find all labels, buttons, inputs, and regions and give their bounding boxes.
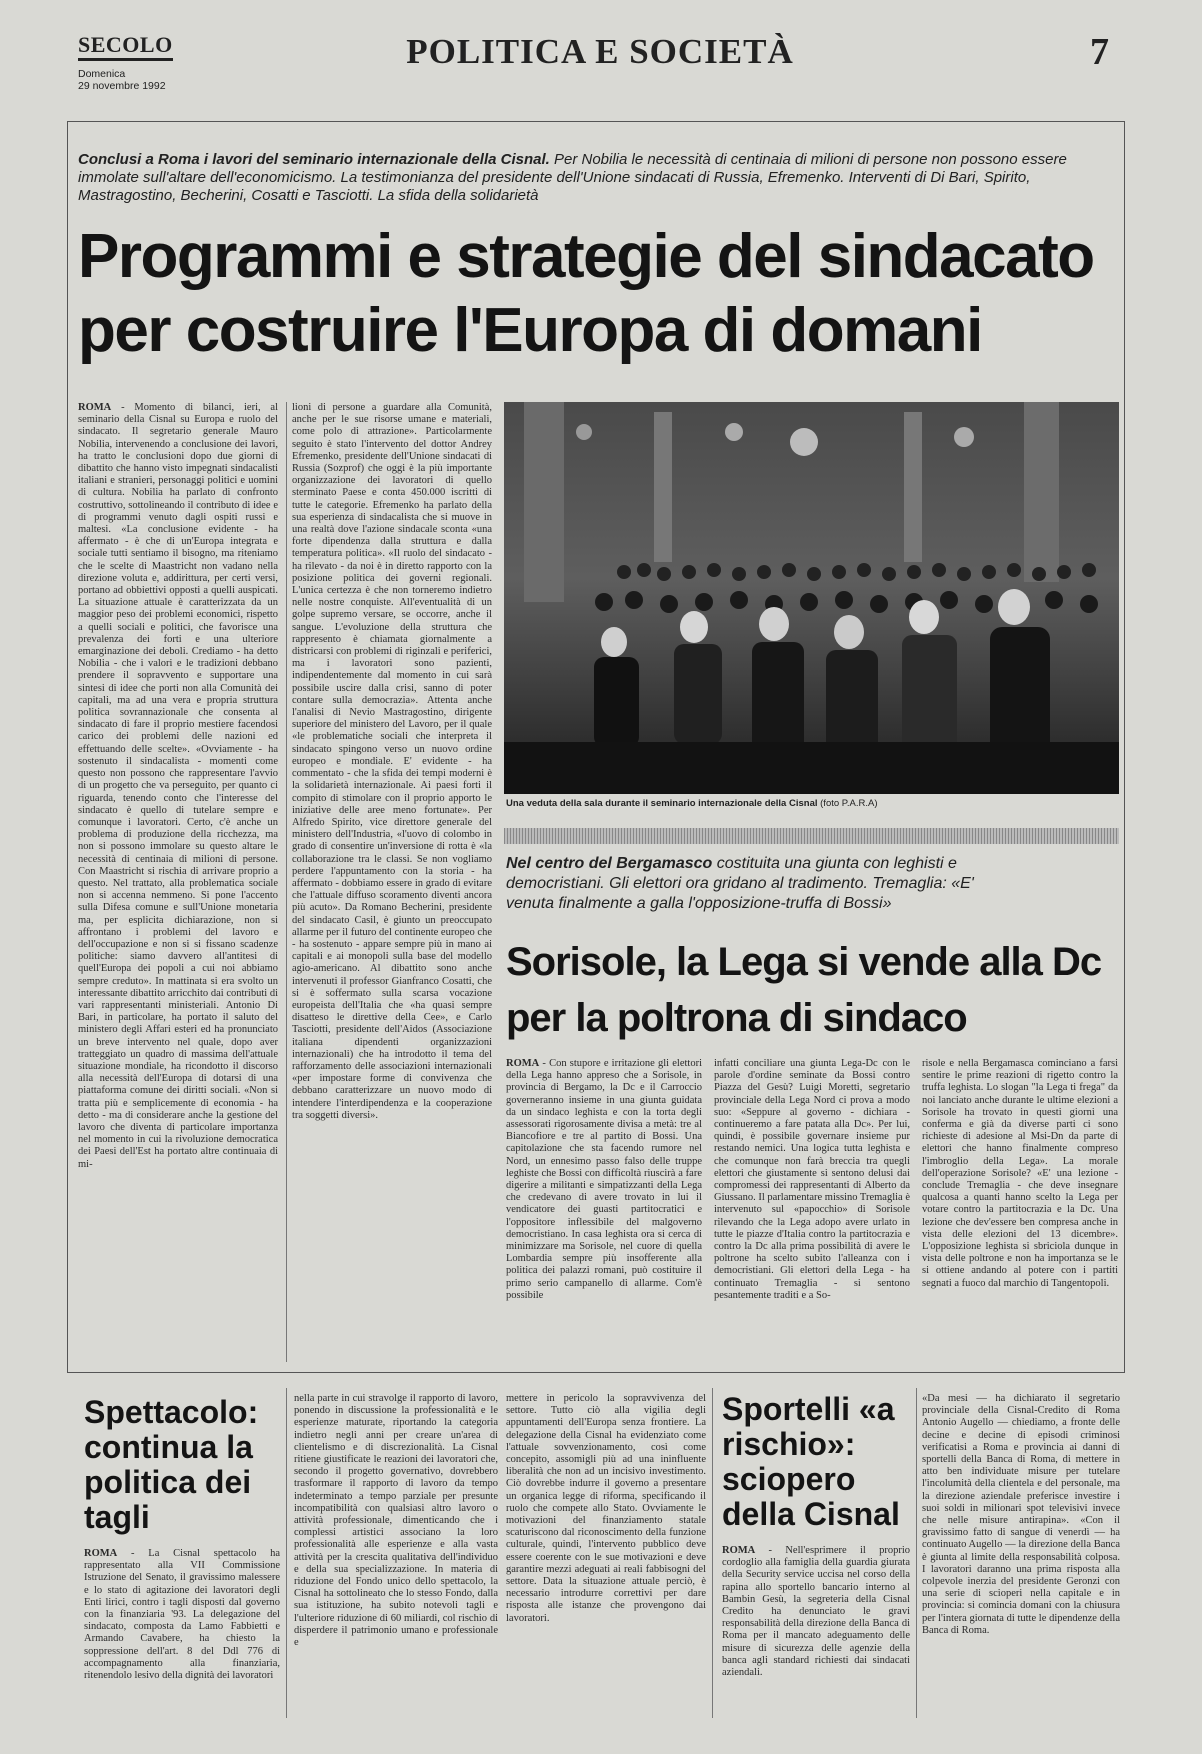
column-divider xyxy=(286,402,287,1362)
main-kicker xyxy=(78,151,1078,205)
column-divider xyxy=(916,1388,917,1718)
spettacolo-headline: Spettacolo: continua la politica dei tagli xyxy=(84,1394,259,1535)
masthead-date xyxy=(78,68,166,92)
story-separator-bar xyxy=(504,828,1119,844)
column-divider xyxy=(712,1388,713,1718)
photo-credit: (foto P.A.R.A) xyxy=(820,798,878,809)
seminar-photo xyxy=(504,402,1119,794)
second-story-column-2 xyxy=(714,1058,910,1370)
spettacolo-col3-text: mettere in pericolo la sopravvivenza del settore. Tutto ciò alla vigilia degli appuntamenti dell'Europa senza frontiere. La delegazione della Cisnal ha evidenziato come l'attuale sovvenzionamento, così come concepito, assomigli più ad una ininfluente liberalità che non ad un incisivo investimento. Ciò dovrebbe indurre il governo a presentare un organica legge di riforma, specificando il ruolo che compete allo Stato. Ovviamente le motivazioni del finanziamento statale scaturiscono dal riconoscimento della funzione culturale, quindi, l'intervento pubblico deve essere coerente con le sue motivazioni e deve garantire mezzi adeguati ai reali fabbisogni del settore. Data la situazione attuale perciò, è necessario introdurre correttivi per dare risposta alle istanze che provengono dai lavoratori. xyxy=(506,1393,706,1624)
second-col1-text: - Con stupore e irritazione gli elettori della Lega hanno appreso che a Sorisole, in provincia di Bergamo, la Dc e il Carroccio governeranno insieme in una giunta guidata da un sindaco leghista e con la torta degli assessorati rigorosamente divisa a metà: tre al Biancofiore e tre al partito di Bossi. Una capitolazione che sta facendo rumore nel Nord, un ennesimo passo falso delle truppe leghiste che Bossi con difficoltà riuscirà a fare digerire a militanti e simpatizzanti della Lega che credevano di avere trovato in lui il vendicatore dei guasti partitocratici e l'oppositore inflessibile del malgoverno democristiano. In casa leghista ora si cerca di minimizzare ma Sorisole, nel cuore di quella Lombardia sempre più insofferente alla politica dei palazzi romani, può costituire il primo serio campanello di allarme. Com'è possibile xyxy=(506,1058,702,1301)
sportelli-col1-text: - Nell'esprimere il proprio cordoglio alla famiglia della guardia giurata della Security service uccisa nel corso della rapina allo sportello bancario interno al Bambin Gesù, la segreteria della Cisnal Credito ha denunciato le gravi responsabilità della direzione della Banca di Roma per il mancato adeguamento delle misure di sicurezza delle agenzie della banca agli standard richiesti dai sindacati aziendali. xyxy=(722,1545,910,1679)
spettacolo-column-1 xyxy=(84,1548,280,1718)
second-dateline: ROMA xyxy=(506,1058,540,1069)
sportelli-column-2 xyxy=(922,1393,1120,1718)
column-divider xyxy=(286,1388,287,1718)
spettacolo-dateline: ROMA xyxy=(84,1548,118,1559)
main-story-column-1 xyxy=(78,402,278,1362)
sportelli-dateline: ROMA xyxy=(722,1545,756,1556)
main-dateline: ROMA xyxy=(78,402,112,413)
main-col1-text: - Momento di bilanci, ieri, al seminario della Cisnal su Europa e ruolo del sindacato. Il segretario generale Mauro Nobilia, intervenendo a conclusione dei lavori, ha tratto le conclusioni dopo due giorni di dibattito che hanno visto impegnati sindacalisti italiani e stranieri, personaggi politici e uomini di cultura. Nobilia ha parlato di confronto costruttivo, sottolineando il contributo di idee e di programmi venuto dagli ospiti russi e maltesi. «La conclusione evidente - ha affermato - è che di un'Europa integrata e sociale tutti sentiamo il bisogno, ma riteniamo che le scelte di Maastricht non vadano nella direzione voluta e, addirittura, per certi versi, portano ad obbiettivi opposti a quelli auspicati. La situazione attuale è caratterizzata da un maggior peso dei problemi economici, rispetto a quelli sociali e politici, che favorisce una prevalenza dei forti e una ulteriore emarginazione dei deboli. Crediamo - ha detto Nobilia - che i valori e le tradizioni debbano prendere il sopravvento e supportare una sintesi di idee che porti non alla Comunità dei capitali, ma ad una vera e propria struttura politica sovrannazionale che consenta al sindacato di fare il proprio mestiere facendosi carico dei problemi delle nazioni ed effettuando delle scelte». «Ovviamente - ha sostenuto il sindacalista - momenti come questo non possono che rappresentare l'avvio di un progetto che va perseguito, per quanto ci riguarda, tenendo conto che l'interesse del sindacato è quello di tutelare sempre e comunque i lavoratori. Certo, c'è anche un problema di produzione della ricchezza, ma non si possono immolare su questo altare le necessità di centinaia di milioni di persone. Con Maastricht si rischia di arrivare proprio a questo. Nel trattato, alla problematica sociale non si accenna nemmeno. Si pone l'accento sulla Difesa comune e sull'Unione monetaria ma, per esplicita dichiarazione, non si affrontano i problemi del lavoro e dell'occupazione e non si si fissano scadenze politiche: siamo davvero all'antitesi di quell'Europa dei popoli a cui noi abbiamo sempre creduto». In mattinata si era svolto un interessante dibattito arricchito dai contributi di vari rappresentanti ministeriali. Antonio Di Bari, in particolare, ha portato il saluto del ministero degli Affari esteri ed ha pronunciato un breve intervento nel quale, dopo aver tratteggiato un quadro di massima dell'attuale situazione mondiale, ha ricondotto il discorso alla necessità dell'Europa di dotarsi di una piattaforma comune dei diritti sociali. «Non si tratta più e semplicemente di economia - ha detto - ma di considerare anche la gestione del lavoro che diventa di particolare importanza nel momento in cui la rivoluzione democratica dei Paesi dell'Est ha portato altre continuaia di mi- xyxy=(78,402,278,1170)
main-kicker-rest: Per Nobilia le necessità di centinaia di milioni di persone non possono essere immolate sull'altare dell'economicismo. La testimonianza del presidente dell'Unione sindacati di Russia, Efremenko. Interventi di Di Bari, Spirito, Mastragostino, Becherini, Cosatti e Tasciotti. La sfida della solidarietà xyxy=(78,151,1067,204)
main-kicker-bold: Conclusi a Roma i lavori del seminario internazionale della Cisnal. xyxy=(78,151,550,168)
main-story-column-2 xyxy=(292,402,492,1362)
masthead-date-value: 29 novembre 1992 xyxy=(78,80,166,92)
masthead-day: Domenica xyxy=(78,68,126,80)
second-headline xyxy=(506,934,1106,1046)
section-title: POLITICA E SOCIETÀ xyxy=(406,32,794,71)
seminar-hall-illustration xyxy=(504,402,1119,794)
page-number: 7 xyxy=(1090,31,1109,73)
photo-caption xyxy=(506,798,1118,809)
second-story-column-3 xyxy=(922,1058,1118,1370)
second-headline-line1: Sorisole, la Lega si vende alla Dc xyxy=(506,940,1102,984)
main-headline-line1: Programmi e strategie del sindacato xyxy=(78,222,1094,291)
spettacolo-column-3 xyxy=(506,1393,706,1718)
sportelli-col2-text: «Da mesi — ha dichiarato il segretario provinciale della Cisnal-Credito di Roma Antonio Augello — chiediamo, a fronte delle decine e decine di episodi criminosi verificatisi a Roma e provincia ai danni di sportelli della Banca di Roma, di mettere in atto ben individuate misure per tutelare l'incolumità della clientela e del personale, ma la direzione aziendale preferisce investire i suoi soldi in milionari spot televisivi invece che nelle misure antirapina». «Con il gravissimo fatto di sangue di venerdì — ha continuato Augello — la direzione della Banca è giunta al limite della responsabilità colposa. I lavoratori daranno una prima risposta alla colpevole inerzia del presidente Geronzi con una serie di scioperi nella capitale e in provincia: si comincia domani con la chiusura per l'intera giornata di tutte le dipendenze della Banca di Roma. xyxy=(922,1393,1120,1636)
main-headline xyxy=(78,220,1108,368)
second-headline-line2: per la poltrona di sindaco xyxy=(506,996,967,1040)
sportelli-column-1 xyxy=(722,1545,910,1718)
second-kicker xyxy=(506,854,1006,914)
spettacolo-col1-text: - La Cisnal spettacolo ha rappresentato alla VII Commissione Istruzione del Senato, il gravissimo malessere e lo stato di agitazione dei lavoratori degli Enti lirici, contro i tagli disposti dal governo con la finanziaria '93. La delegazione del sindacato, composta da Lamo Fabbietti e Armando Cavabere, ha chiesto la soppressione dell'art. 8 del Ddl 776 di accompagnamento alla finanziaria, ritenendolo lesivo della dignità dei lavoratori xyxy=(84,1548,280,1682)
second-story-column-1 xyxy=(506,1058,702,1370)
sportelli-headline: Sportelli «a rischio»: sciopero della Cisnal xyxy=(722,1391,900,1532)
second-kicker-rest: costituita una giunta con leghisti e democristiani. Gli elettori ora gridano al tradimento. Tremaglia: «E' venuta finalmente a galla l'opposizione-truffa di Bossi» xyxy=(506,855,974,912)
main-col2-text: lioni di persone a guardare alla Comunità, anche per le sue risorse umane e materiali, come polo di attrazione». Particolarmente seguito è stato l'intervento del dottor Andrey Efremenko, presidente dell'Unione sindacati di Russia (Sozprof) che oggi è la più importante organizzazione dei lavoratori di quello sterminato Paese e conta 450.000 iscritti di tutte le categorie. Efremenko ha parlato della sua esperienza di sindacalista che si muove in una realtà dove l'azione sindacale sconta «una forte dipendenza dalla struttura e dalla temperatura politica». «Il ruolo del sindacato - ha rilevato - da noi è in diretto rapporto con la posizione politica dei governi regionali. L'unica certezza è che non torneremo indietro nelle nostre conquiste. All'eventualità di un golpe supremo versare, se occorre, anche il sangue. L'evoluzione della struttura che rappresento è chiamata giornalmente a districarsi con problemi di riginzali e periferici, ma i lavoratori sono pazienti, indipendentemente dal momento in cui sarà possibile uscire dalla crisi, sanno di poter contare sulla democrazia». Attenta anche l'analisi di Nevio Mastragostino, dirigente superiore del ministero del Lavoro, per il quale «le problematiche sociali che interpreta il sindacato spingono verso un nuovo ordine europeo e mondiale. E' evidente - ha commentato - che la sfida dei tempi moderni è la solidarietà internazionale. Ai paesi forti il compito di stimolare con il proprio apporto le iniziative delle aree meno fortunate». Per Alfredo Spirito, vice direttore generale del ministero dell'Industria, «l'uovo di colombo in grado di consentire un'inversione di rotta è «la collaborazione tra le classi. Se non vogliamo perdere l'appuntamento con la storia - ha affermato - dobbiamo essere in grado di evitare che l'attuale diffuso scoramento diventi ancora più acuto». Da Romano Becherini, presidente del sindacato Casil, è giunto un preoccupato allarme per il futuro del continente europeo che - ha sostenuto - appare sempre più in mano ai capitali e ai monopoli sulla base del modello agio-americano. Al dibattito sono anche intervenuti il professor Gianfranco Cosatti, che si è soffermato sulla scarsa vocazione europeista dell'Italia che «ha quasi sempre disatteso le direttive della Cee», e Carlo Tasciotti, presidente dell'Aidos (Associazione italiana dipendenti organizzazioni internazionali) che ha introdotto il tema del rafforzamento delle associazioni internazionali «per impostare forme di convivenza che debbano caratterizzare un nuovo modo di intendere l'interdipendenza e la cooperazione tra soggetti diversi». xyxy=(292,402,492,1121)
spettacolo-column-2 xyxy=(294,1393,498,1718)
second-col3-text: risole e nella Bergamasca cominciano a farsi sentire le prime reazioni di rigetto contro la truffa leghista. Lo slogan "la Lega ti frega" da noi lanciato anche durante le ultime elezioni a Sorisole ha trovato in questi giorni una conferma e già da diverse parti ci sono richieste di adesione al Msi-Dn da parte di elettori che hanno finalmente compreso l'imbroglio della Lega». La morale dell'operazione Sorisole? «E' una lezione - conclude Tremaglia - che deve insegnare qualcosa a quanti hanno scelto la Lega per votare contro la partitocrazia e la Dc. Una lezione che dev'essere ben compresa anche in vista delle elezioni del 13 dicembre». L'opposizione leghista si sbriciola dunque in vista delle poltrone e non ha importanza se le si ottiene andando al potere con i partiti segnati a fuoco dal marchio di Tangentopoli. xyxy=(922,1058,1118,1289)
spettacolo-col2-text: nella parte in cui stravolge il rapporto di lavoro, ponendo in discussione la professionalità e le esperienze maturate, riportando la categoria indietro negli anni per creare un'area di clientelismo e di discrezionalità. La Cisnal ritiene giustificate le reazioni dei lavoratori che, secondo il progetto governativo, dovrebbero trasformare il rapporto di lavoro da tempo indeterminato a tempo parziale per presunte incompatibilità con qualsiasi altro lavoro o attività professionale, dimenticando che i complessi artistici associano la loro professionalità alle esperienze e alla vasta attività per la crescita qualitativa dell'individuo e della sua specializzazione. In materia di riduzione del Fondo unico dello spettacolo, la Cisnal ha sottolineato che lo stesso Fondo, dalla sua istituzione, ha subito notevoli tagli e l'ulteriore riduzione di 60 miliardi, col rischio di disperdere il patrimonio umano e professionale e xyxy=(294,1393,498,1649)
second-col2-text: infatti conciliare una giunta Lega-Dc con le parole d'ordine seminate da Bossi contro Piazza del Gesù? Luigi Moretti, segretario provinciale della Lega Nord ci prova a modo suo: «Seppure al governo - dichiara - continueremo a fare patata alla Dc». Per lui, quindi, è possibile governare insieme pur restando nemici. Una logica tutta leghista e che comunque non farà breccia tra quegli elettori che giustamente si sentono delusi dai compromessi dei rappresentanti di Alberto da Giussano. Il parlamentare missino Tremaglia è intervenuto sul «papocchio» di Sorisole rilevando che la Lega adopo avere urlato in tutte le piazze d'Italia contro la partitocrazia e contro la Dc alla prima possibilità di avere le poltrone ha scelto subito l'alleanza con i democristiani. Gli elettori della Lega - ha continuato Tremaglia - si sentono pesantemente traditi e a So- xyxy=(714,1058,910,1301)
second-kicker-bold: Nel centro del Bergamasco xyxy=(506,855,713,872)
masthead-name: SECOLO xyxy=(78,34,173,61)
main-headline-line2: per costruire l'Europa di domani xyxy=(78,296,982,365)
photo-caption-text: Una veduta della sala durante il seminario internazionale della Cisnal xyxy=(506,798,818,809)
